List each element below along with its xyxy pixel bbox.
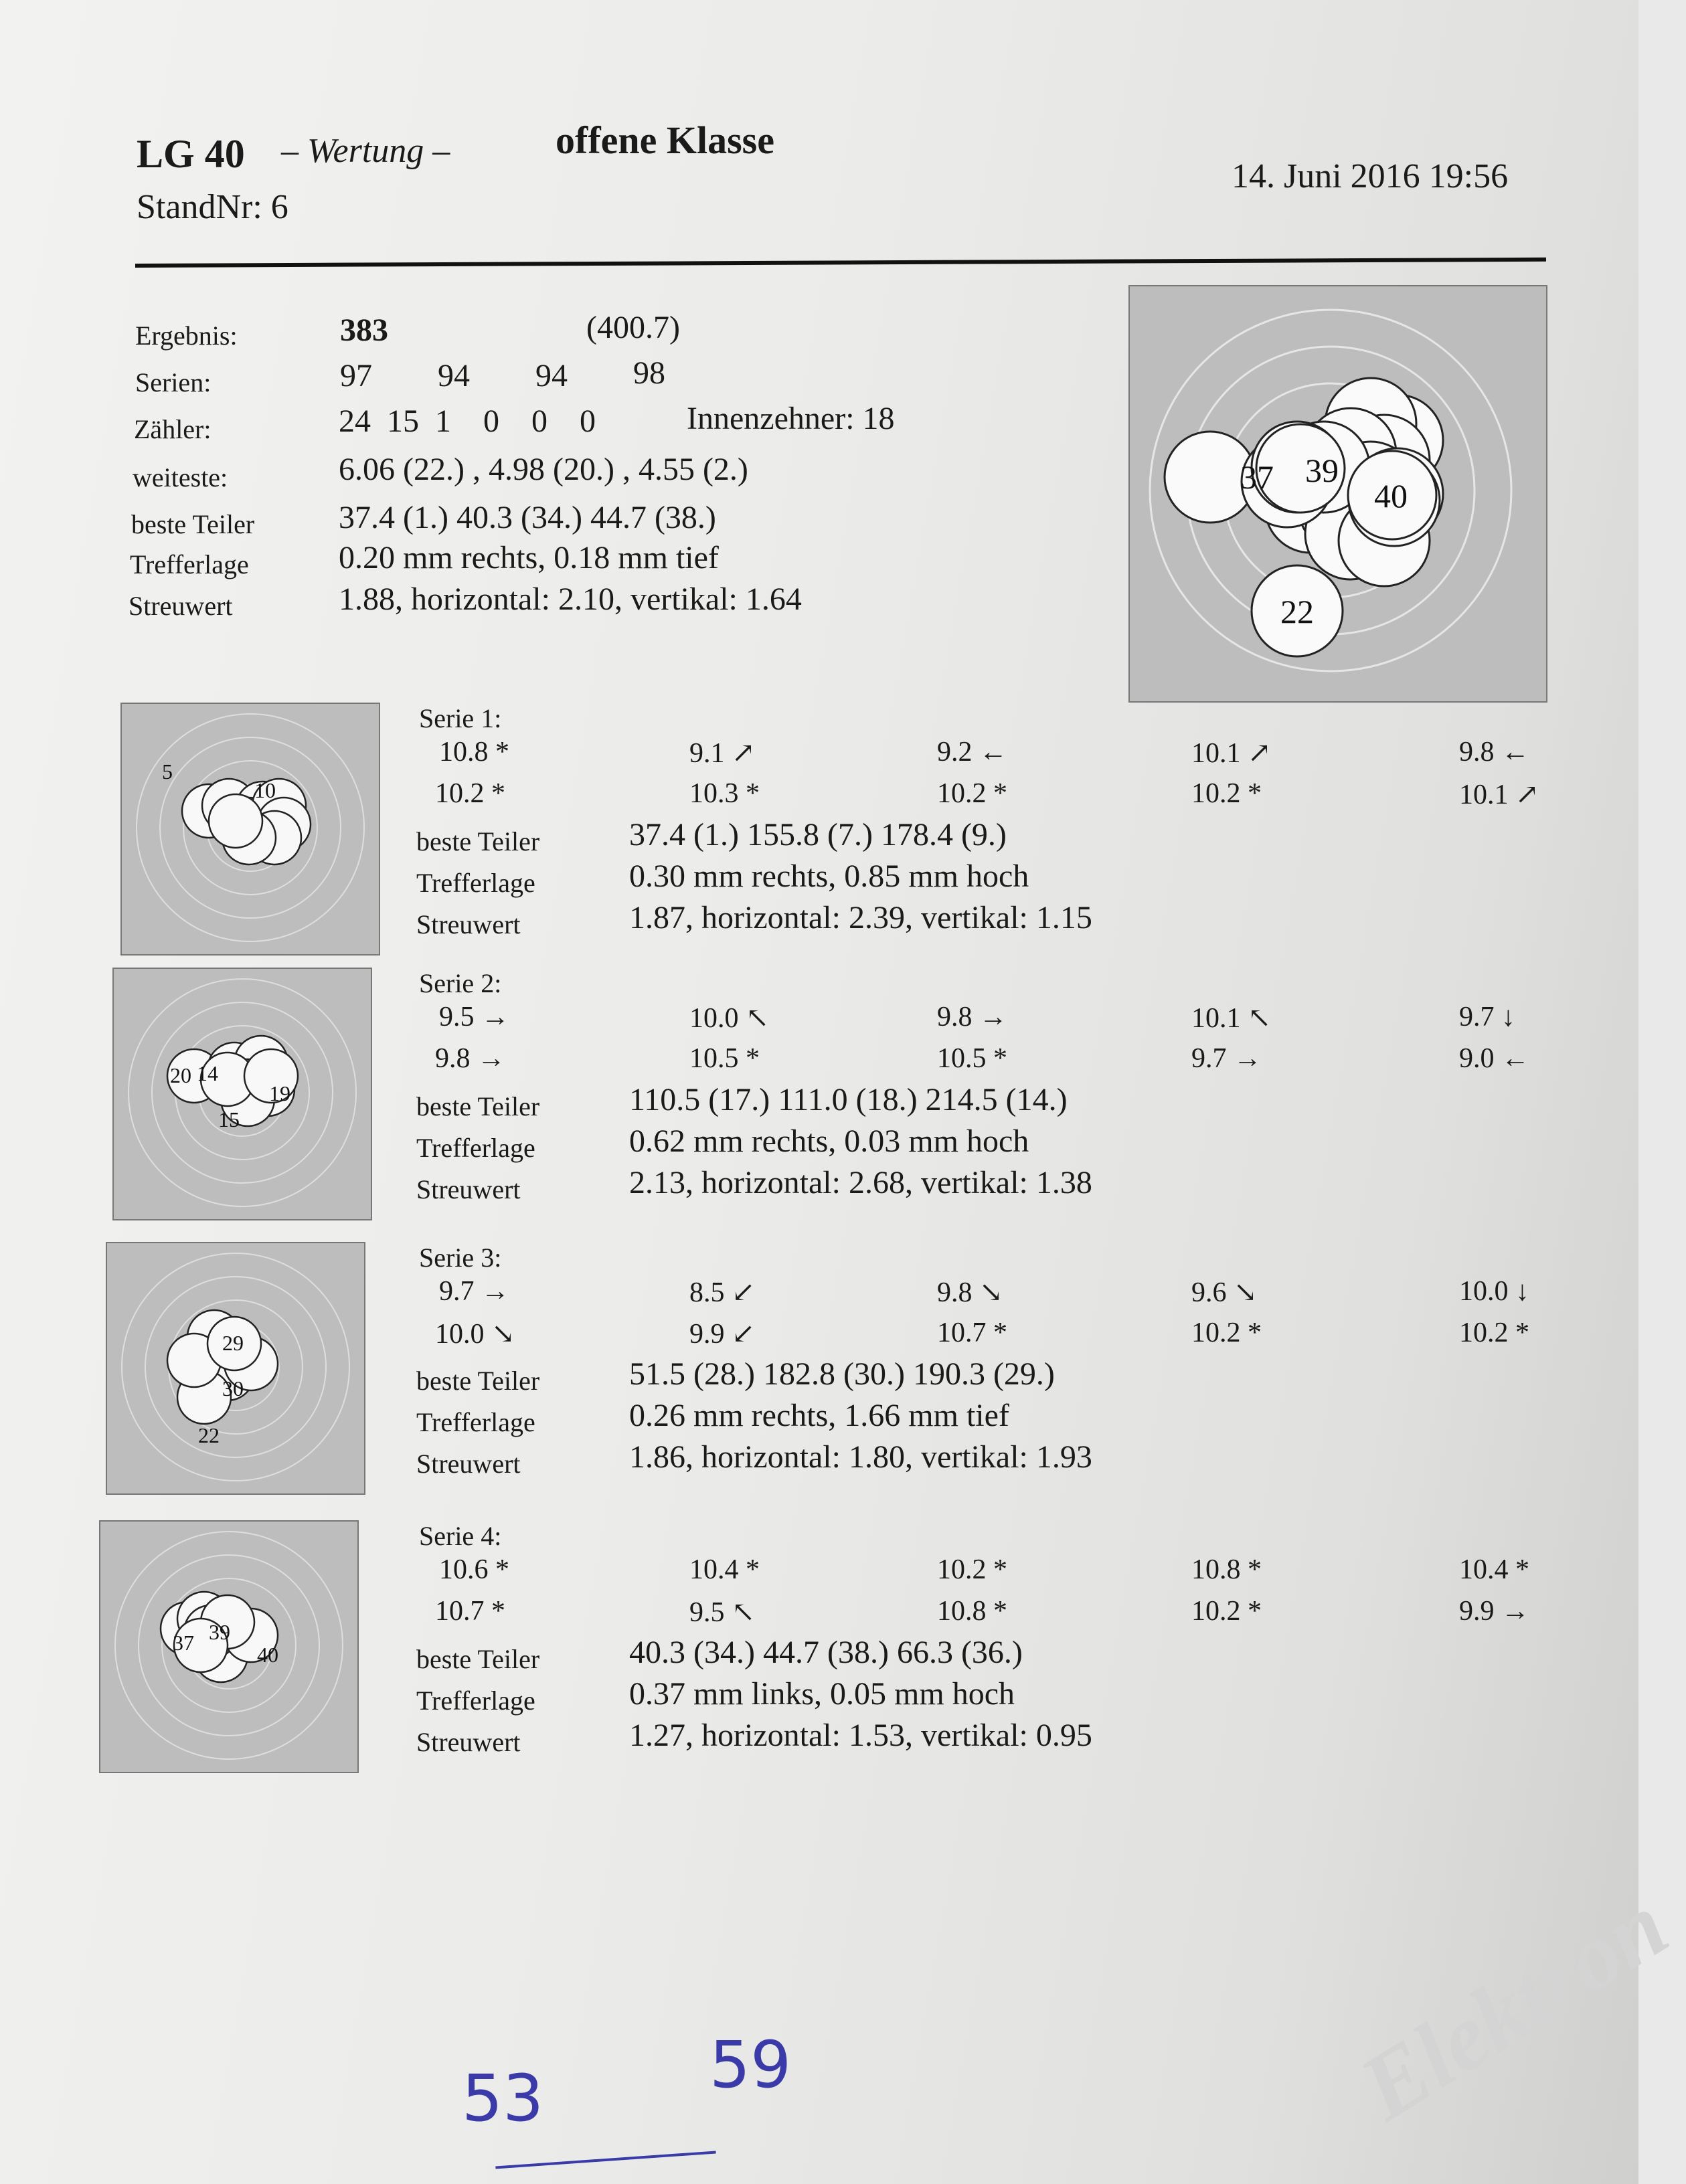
shot-value: 10.5 * <box>937 1043 1007 1074</box>
shot-label: 37 <box>173 1631 194 1655</box>
shot-value: 10.8 * <box>439 737 509 767</box>
series-target-2 <box>112 968 372 1220</box>
handwritten-underline <box>495 2151 715 2169</box>
shot-value: 9.1 ↗ <box>689 738 756 769</box>
series-streu-label: Streuwert <box>416 1174 521 1204</box>
series-lage-label: Trefferlage <box>416 1407 535 1437</box>
shot-value: 10.1 ↗ <box>1191 738 1272 769</box>
series-lage-label: Trefferlage <box>416 1686 535 1716</box>
overall-shot-label: 40 <box>1374 477 1408 515</box>
series-lage-label: Trefferlage <box>416 868 535 898</box>
shot-value: 9.7 ↓ <box>1459 1002 1515 1032</box>
summary-lage-label: Trefferlage <box>130 549 249 579</box>
date-time: 14. Juni 2016 19:56 <box>1232 157 1509 195</box>
shot-value: 9.0 ← <box>1459 1043 1529 1074</box>
shot-value: 9.5 → <box>439 1002 509 1032</box>
shot-value: 10.7 * <box>435 1596 505 1627</box>
series-streu-value: 2.13, horizontal: 2.68, vertikal: 1.38 <box>629 1165 1092 1200</box>
shot-value: 9.8 → <box>435 1043 505 1074</box>
shot-value: 10.2 * <box>937 778 1007 809</box>
serien-label: Serien: <box>135 367 212 397</box>
shot-value: 10.2 * <box>1459 1317 1529 1348</box>
ergebnis-decimal: (400.7) <box>586 310 680 345</box>
shot-value: 8.5 ↙ <box>689 1277 756 1308</box>
series-target-graphic <box>107 1243 364 1493</box>
shot-label: 5 <box>162 759 173 784</box>
shot-value: 10.2 * <box>435 778 505 809</box>
shot-value: 10.5 * <box>689 1043 760 1074</box>
shot-value: 10.8 * <box>1191 1554 1262 1585</box>
overall-shot-label: 22 <box>1280 593 1314 630</box>
shot-label: 14 <box>197 1061 218 1085</box>
shot-value: 9.7 → <box>439 1276 509 1307</box>
series-teiler-value: 51.5 (28.) 182.8 (30.) 190.3 (29.) <box>629 1356 1055 1392</box>
weiteste-label: weiteste: <box>133 462 228 492</box>
series-title: Serie 4: <box>419 1521 502 1551</box>
shot-value: 10.4 * <box>1459 1554 1529 1585</box>
shot-label: 19 <box>269 1081 290 1105</box>
shot-value: 10.0 ↖ <box>689 1003 770 1034</box>
shot-value: 10.3 * <box>689 778 760 809</box>
summary-streu-label: Streuwert <box>129 591 233 621</box>
series-streu-label: Streuwert <box>416 909 521 939</box>
shot-value: 10.7 * <box>937 1317 1007 1348</box>
series-target-1 <box>120 703 380 955</box>
shot-value: 10.2 * <box>1191 1596 1262 1627</box>
summary-streu-value: 1.88, horizontal: 2.10, vertikal: 1.64 <box>339 581 802 617</box>
watermark: Elektron <box>1343 1873 1685 2141</box>
shot-value: 9.8 ← <box>1459 737 1529 767</box>
series-lage-value: 0.37 mm links, 0.05 mm hoch <box>629 1676 1015 1712</box>
series-title: Serie 1: <box>419 703 502 733</box>
series-target-3 <box>106 1242 365 1495</box>
handwritten-note: 59 <box>709 2027 792 2102</box>
weiteste-value: 6.06 (22.) , 4.98 (20.) , 4.55 (2.) <box>339 452 748 487</box>
shot-label: 29 <box>222 1331 244 1355</box>
series-target-graphic <box>122 704 379 954</box>
series-teiler-value: 110.5 (17.) 111.0 (18.) 214.5 (14.) <box>629 1082 1068 1117</box>
shot-value: 9.8 → <box>937 1002 1007 1032</box>
series-teiler-label: beste Teiler <box>416 1366 540 1396</box>
ergebnis-value: 383 <box>340 312 388 348</box>
shot-value: 9.7 → <box>1191 1043 1262 1074</box>
serien-value-2: 94 <box>438 358 470 393</box>
weapon-class-title: LG 40 <box>137 132 245 176</box>
shot-value: 9.9 → <box>1459 1596 1529 1627</box>
summary-lage-value: 0.20 mm rechts, 0.18 mm tief <box>339 540 719 575</box>
shot-hole <box>209 794 262 848</box>
shot-value: 10.6 * <box>439 1554 509 1585</box>
shot-value: 10.2 * <box>1191 1317 1262 1348</box>
series-streu-value: 1.86, horizontal: 1.80, vertikal: 1.93 <box>629 1439 1092 1475</box>
summary-teiler-value: 37.4 (1.) 40.3 (34.) 44.7 (38.) <box>339 500 716 535</box>
shot-label: 39 <box>209 1620 230 1644</box>
series-teiler-value: 37.4 (1.) 155.8 (7.) 178.4 (9.) <box>629 817 1007 852</box>
series-target-graphic <box>114 969 371 1219</box>
overall-target <box>1128 285 1547 703</box>
stand-number: StandNr: 6 <box>137 188 288 226</box>
shot-label: 15 <box>218 1107 240 1131</box>
overall-target-graphic <box>1130 286 1546 701</box>
series-lage-label: Trefferlage <box>416 1133 535 1163</box>
series-streu-label: Streuwert <box>416 1727 521 1757</box>
series-lage-value: 0.26 mm rechts, 1.66 mm tief <box>629 1398 1009 1433</box>
series-teiler-label: beste Teiler <box>416 826 540 856</box>
series-streu-value: 1.27, horizontal: 1.53, vertikal: 0.95 <box>629 1718 1092 1753</box>
handwritten-note: 53 <box>462 2061 544 2136</box>
series-lage-value: 0.30 mm rechts, 0.85 mm hoch <box>629 858 1029 894</box>
shot-label: 30 <box>222 1376 244 1400</box>
shot-label: 10 <box>254 778 276 802</box>
shot-value: 10.1 ↖ <box>1191 1003 1272 1034</box>
series-teiler-label: beste Teiler <box>416 1644 540 1674</box>
shot-value: 9.2 ← <box>937 737 1007 767</box>
shot-value: 10.4 * <box>689 1554 760 1585</box>
overall-shot-label: 39 <box>1305 452 1339 489</box>
series-title: Serie 2: <box>419 968 502 998</box>
ergebnis-label: Ergebnis: <box>135 321 238 351</box>
class-label: offene Klasse <box>556 118 774 162</box>
shot-value: 9.8 ↘ <box>937 1277 1003 1308</box>
mode-label: – Wertung – <box>281 132 450 170</box>
series-lage-value: 0.62 mm rechts, 0.03 mm hoch <box>629 1123 1029 1159</box>
header-divider <box>135 258 1546 268</box>
series-streu-label: Streuwert <box>416 1449 521 1479</box>
shot-value: 10.8 * <box>937 1596 1007 1627</box>
shot-label: 22 <box>198 1423 220 1447</box>
series-title: Serie 3: <box>419 1243 502 1273</box>
shot-value: 10.2 * <box>1191 778 1262 809</box>
series-target-4 <box>99 1520 359 1773</box>
shot-label: 40 <box>257 1643 278 1667</box>
serien-value-4: 98 <box>633 355 665 391</box>
series-teiler-label: beste Teiler <box>416 1091 540 1121</box>
summary-teiler-label: beste Teiler <box>131 509 255 539</box>
innenzehner: Innenzehner: 18 <box>687 401 895 436</box>
shot-value: 9.9 ↙ <box>689 1319 756 1350</box>
shot-value: 10.0 ↘ <box>435 1319 515 1350</box>
shot-value: 10.2 * <box>937 1554 1007 1585</box>
series-target-graphic <box>100 1522 357 1772</box>
shot-label: 20 <box>170 1063 191 1087</box>
series-teiler-value: 40.3 (34.) 44.7 (38.) 66.3 (36.) <box>629 1635 1023 1670</box>
overall-shot-label: 37 <box>1240 458 1274 496</box>
zaehler-label: Zähler: <box>134 414 212 444</box>
zaehler-values: 24 15 1 0 0 0 <box>339 403 596 439</box>
shot-value: 9.5 ↖ <box>689 1597 756 1628</box>
serien-value-1: 97 <box>340 358 372 393</box>
serien-value-3: 94 <box>535 358 568 393</box>
series-streu-value: 1.87, horizontal: 2.39, vertikal: 1.15 <box>629 900 1092 935</box>
shot-value: 10.1 ↗ <box>1459 780 1539 810</box>
shot-value: 9.6 ↘ <box>1191 1277 1258 1308</box>
shot-value: 10.0 ↓ <box>1459 1276 1529 1307</box>
